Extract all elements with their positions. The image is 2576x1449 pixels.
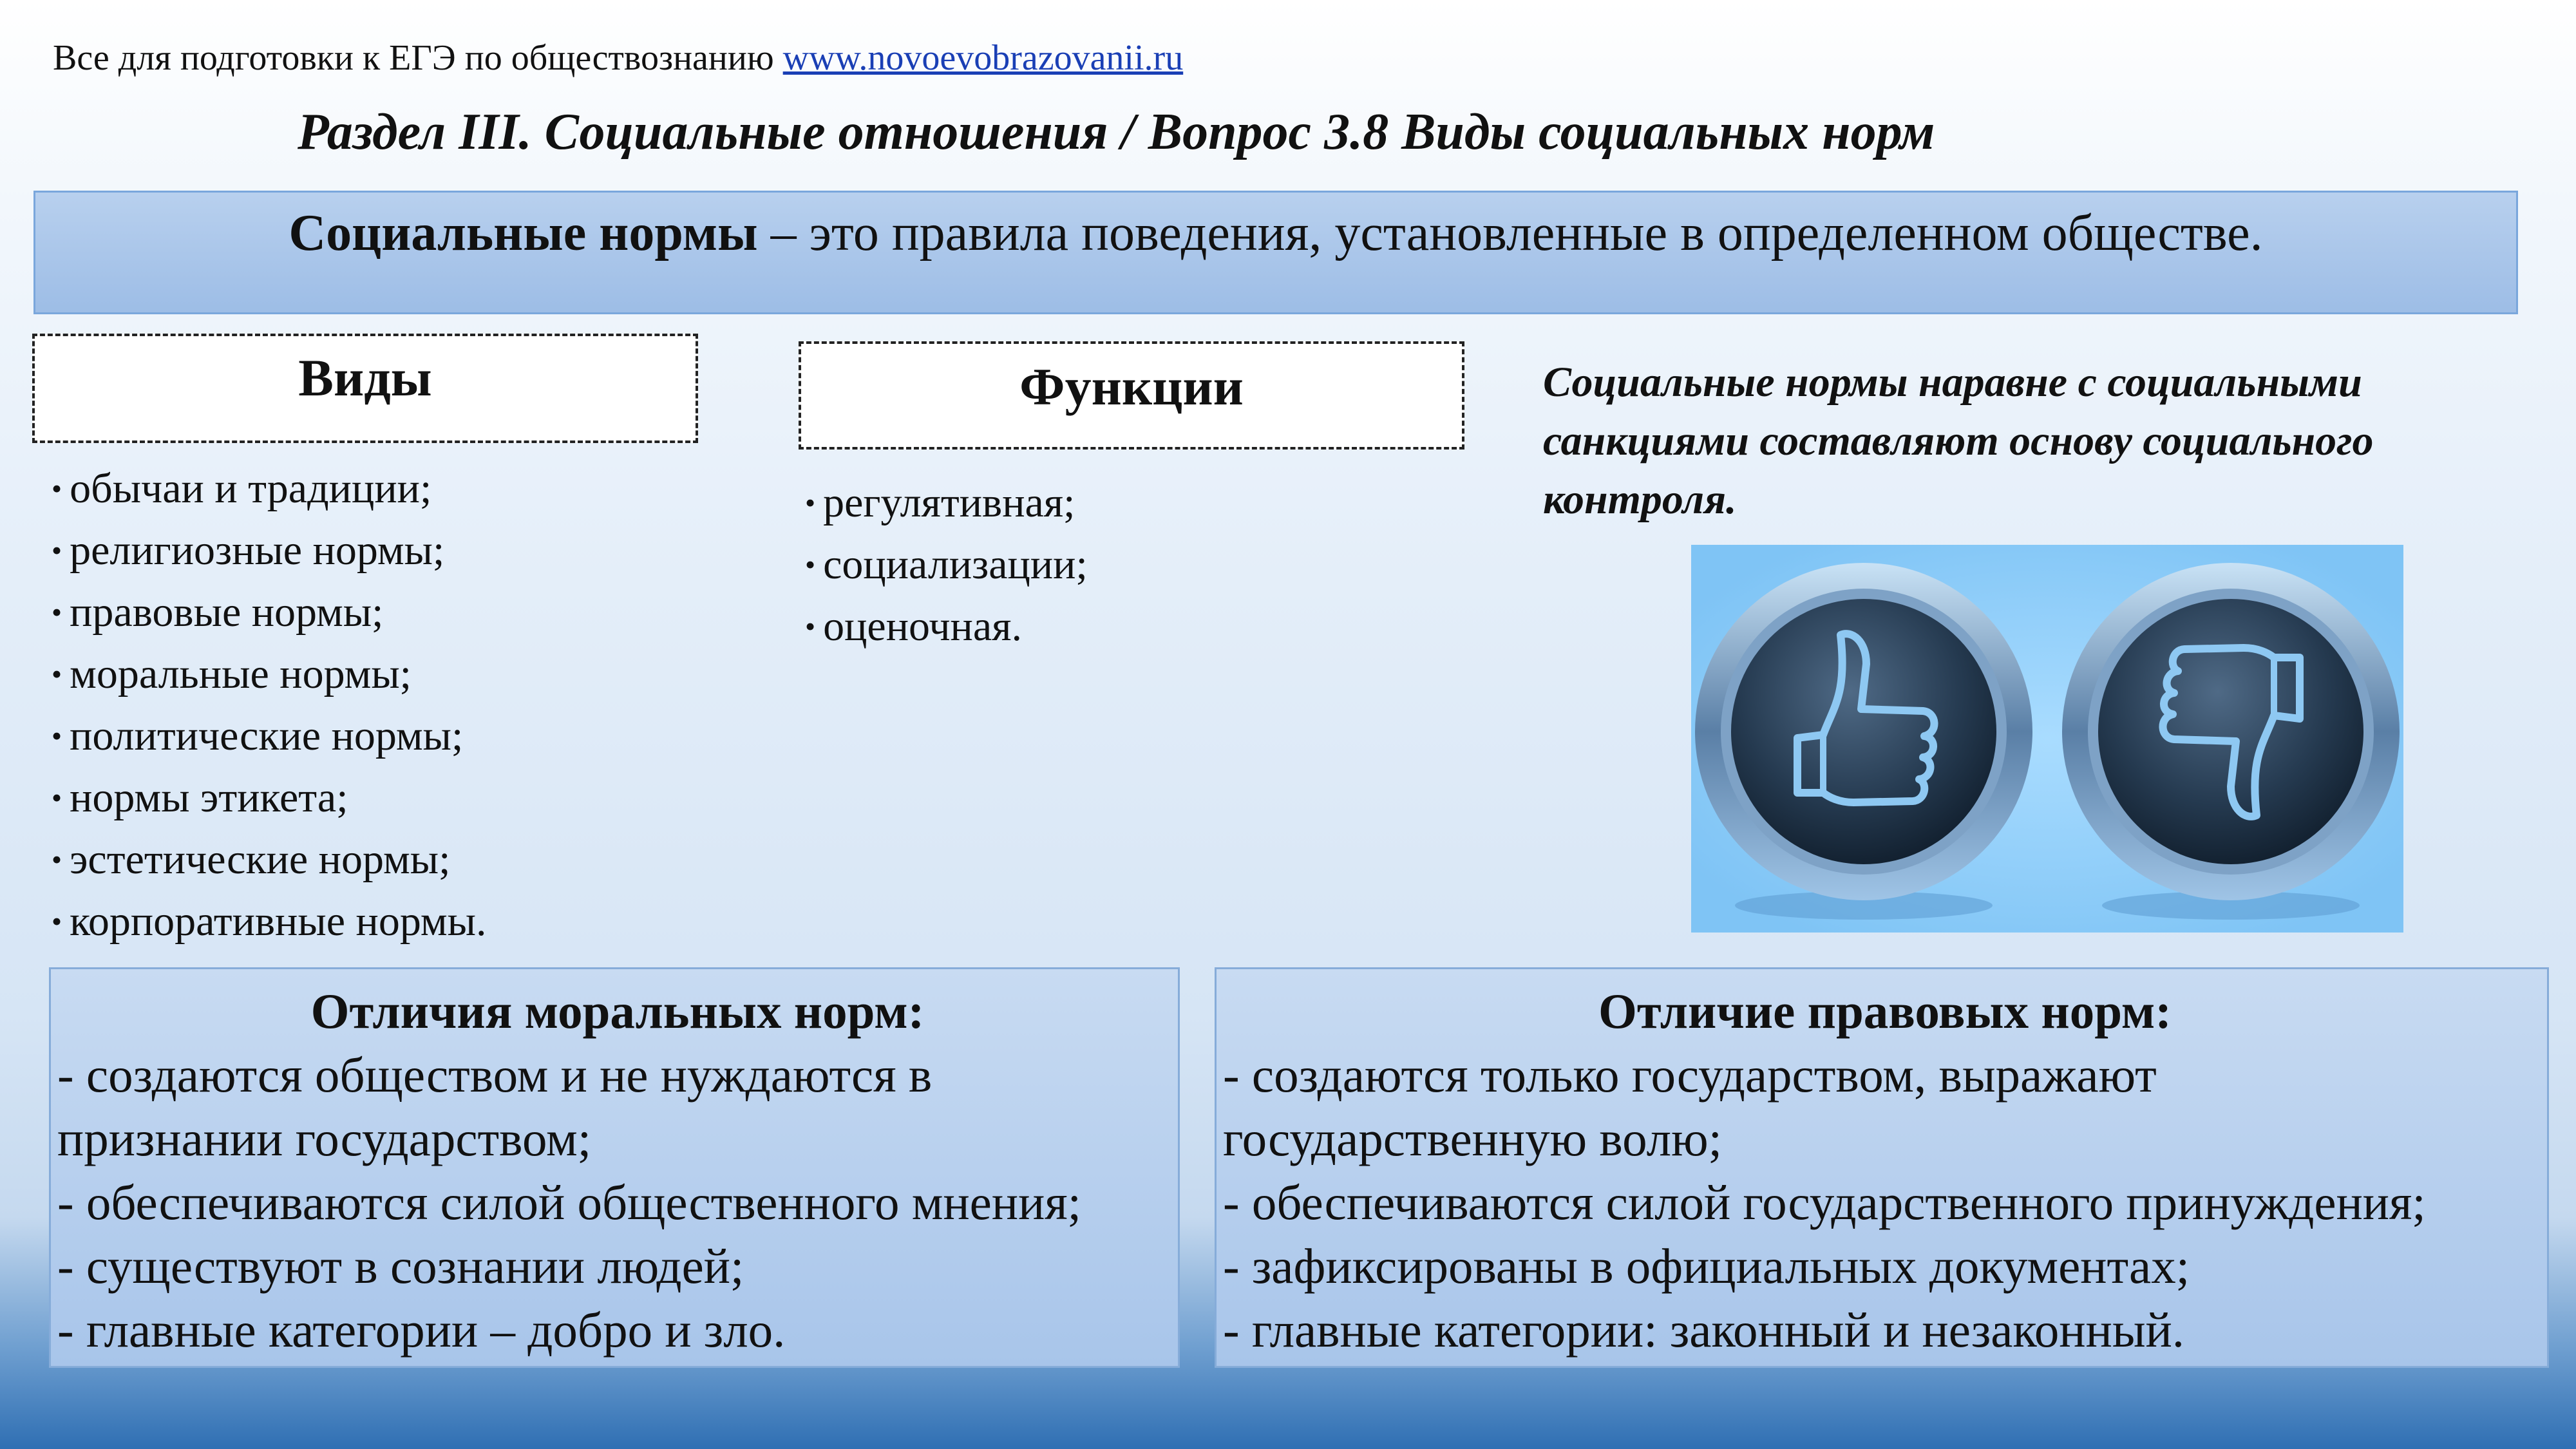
types-header: Виды (32, 334, 698, 443)
list-item: • оценочная. (805, 598, 1088, 659)
moral-norms-box (49, 967, 1180, 1368)
definition-text: – это правила поведения, установленные в определенном обществе. (757, 205, 2263, 261)
definition-term: Социальные нормы (289, 205, 758, 261)
section-title: Раздел III. Социальные отношения / Вопрос 3.8 Виды социальных норм (298, 104, 1935, 160)
list-item: • правовые нормы; (52, 583, 486, 645)
legal-line: - создаются только государством, выражают (1223, 1047, 2157, 1103)
list-item: • эстетические нормы; (52, 831, 486, 893)
functions-header: Функции (799, 341, 1464, 450)
list-item: • политические нормы; (52, 707, 486, 769)
legal-norms-box (1215, 967, 2549, 1368)
legal-norms-title: Отличие правовых норм: (1598, 983, 2172, 1039)
moral-norms-title: Отличия моральных норм: (310, 983, 925, 1039)
list-item: • моральные нормы; (52, 645, 486, 707)
types-list (52, 460, 486, 954)
site-link[interactable]: www.novoevobrazovanii.ru (782, 38, 1184, 78)
header-line (53, 37, 1183, 79)
functions-list (805, 474, 1088, 659)
legal-line: государственную волю; (1223, 1111, 1723, 1166)
thumbs-image (1691, 545, 2403, 933)
list-item: • социализации; (805, 536, 1088, 598)
moral-line: - существуют в сознании людей; (57, 1238, 744, 1294)
list-item: • обычаи и традиции; (52, 460, 486, 522)
moral-line: - обеспечиваются силой общественного мнения; (57, 1175, 1082, 1230)
definition-box (33, 191, 2518, 314)
legal-line: - главные категории: законный и незаконный. (1223, 1302, 2185, 1358)
moral-line: - создаются обществом и не нуждаются в (57, 1047, 933, 1103)
list-item: • религиозные нормы; (52, 522, 486, 583)
legal-line: - обеспечиваются силой государственного принуждения; (1223, 1175, 2426, 1230)
list-item: • корпоративные нормы. (52, 893, 486, 954)
moral-line: - главные категории – добро и зло. (57, 1302, 786, 1358)
moral-line: признании государством; (57, 1111, 592, 1166)
list-item: • нормы этикета; (52, 769, 486, 831)
legal-line: - зафиксированы в официальных документах; (1223, 1238, 2190, 1294)
social-control-note: Социальные нормы наравне с социальными санкциями составляют основу социального контроля. (1543, 359, 2374, 523)
header-prefix: Все для подготовки к ЕГЭ по обществознанию (53, 38, 783, 78)
list-item: • регулятивная; (805, 474, 1088, 536)
